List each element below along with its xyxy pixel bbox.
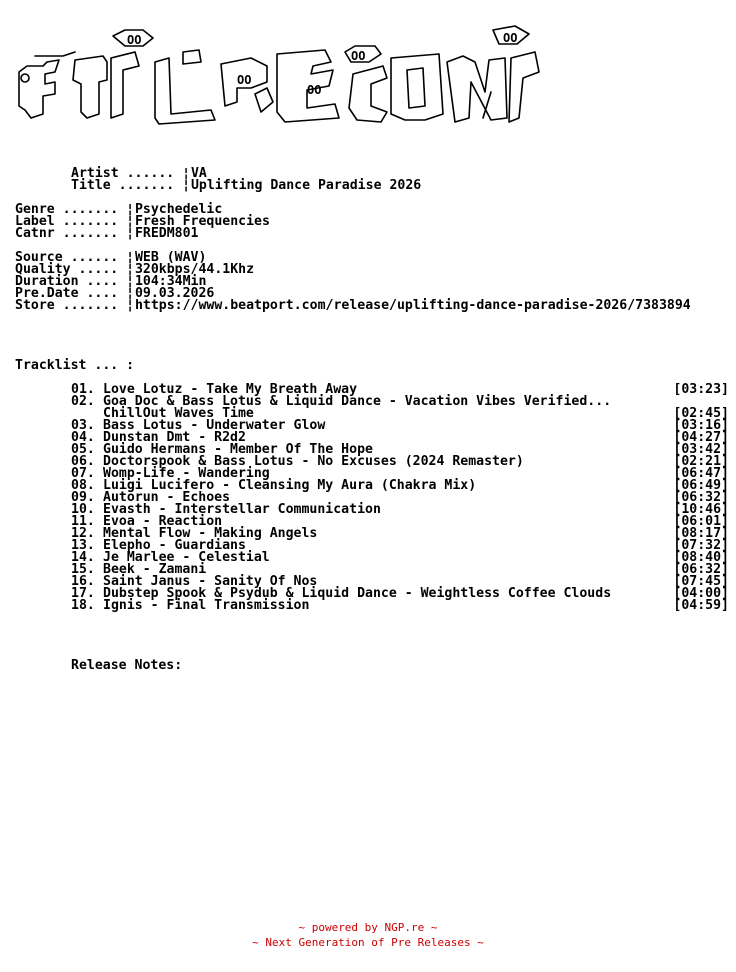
track-duration: [04:27] — [673, 430, 729, 445]
svg-text:OO: OO — [351, 49, 366, 63]
track-title: Luigi Lucifero - Cleansing My Aura (Chakra Mix) — [103, 478, 477, 493]
release-info — [15, 168, 691, 372]
track-title: Saint Janus - Sanity Of Nos — [103, 574, 318, 589]
release-notes — [15, 660, 182, 672]
track-number: 10. — [71, 502, 95, 517]
duration-value: 104:34Min — [134, 274, 207, 289]
artist-value: VA — [190, 166, 207, 181]
track-number: 04. — [71, 430, 95, 445]
catnr-label: Catnr ....... ¦ — [15, 226, 135, 241]
artist-label: Artist ...... ¦ — [71, 166, 191, 181]
track-number: 01. — [71, 382, 95, 397]
track-number: 18. — [71, 598, 95, 613]
track-duration: [02:45] — [673, 406, 729, 421]
track-row — [71, 396, 729, 420]
track-number: 02. — [71, 394, 95, 409]
source-value: WEB (WAV) — [134, 250, 207, 265]
track-number: 03. — [71, 418, 95, 433]
track-title: Goa Doc & Bass Lotus & Liquid Dance - Vacation Vibes Verified... — [103, 394, 612, 409]
store-label: Store ....... ¦ — [15, 298, 135, 313]
track-number: 12. — [71, 526, 95, 541]
track-title: Bass Lotus - Underwater Glow — [103, 418, 326, 433]
predate-label: Pre.Date .... ¦ — [15, 286, 135, 301]
track-duration: [08:17] — [673, 526, 729, 541]
track-duration: [06:49] — [673, 478, 729, 493]
track-title: Dubstep Spook & Psydub & Liquid Dance - Weightless Coffee Clouds — [103, 586, 612, 601]
track-title-continued: ChillOut Waves Time — [103, 406, 254, 421]
track-title: Womp-Life - Wandering — [103, 466, 270, 481]
tracklist — [71, 384, 729, 612]
track-duration: [07:45] — [673, 574, 729, 589]
track-number: 17. — [71, 586, 95, 601]
svg-text:OO: OO — [503, 31, 518, 45]
track-duration: [06:32] — [673, 490, 729, 505]
catnr-value: FREDM801 — [134, 226, 199, 241]
group-logo — [15, 22, 540, 128]
track-title: Evasth - Interstellar Communication — [103, 502, 381, 517]
svg-text:OO: OO — [237, 73, 252, 87]
track-duration: [03:16] — [673, 418, 729, 433]
track-title: Love Lotuz - Take My Breath Away — [103, 382, 358, 397]
track-title: Elepho - Guardians — [103, 538, 246, 553]
track-number: 05. — [71, 442, 95, 457]
footer-powered-by: ~ powered by NGP.re ~ — [298, 921, 438, 934]
quality-value: 320kbps/44.1Khz — [134, 262, 255, 277]
track-title: Beek - Zamani — [103, 562, 207, 577]
label-value: Fresh Frequencies — [134, 214, 270, 229]
duration-label: Duration .... ¦ — [15, 274, 135, 289]
track-duration: [04:00] — [673, 586, 729, 601]
track-number: 16. — [71, 574, 95, 589]
track-duration: [04:59] — [673, 598, 729, 613]
genre-value: Psychedelic — [134, 202, 223, 217]
genre-label: Genre ....... ¦ — [15, 202, 135, 217]
track-title: Doctorspook & Bass Lotus - No Excuses (2024 Remaster) — [103, 454, 524, 469]
track-duration: [08:40] — [673, 550, 729, 565]
footer-tagline: ~ Next Generation of Pre Releases ~ — [252, 936, 484, 949]
label-label: Label ....... ¦ — [15, 214, 135, 229]
track-duration: [06:32] — [673, 562, 729, 577]
track-number: 11. — [71, 514, 95, 529]
title-value: Uplifting Dance Paradise 2026 — [190, 178, 422, 193]
svg-text:OO: OO — [127, 33, 142, 47]
track-duration: [02:21] — [673, 454, 729, 469]
track-title: Ignis - Final Transmission — [103, 598, 310, 613]
track-title: Guido Hermans - Member Of The Hope — [103, 442, 373, 457]
track-duration: [07:32] — [673, 538, 729, 553]
track-duration: [10:46] — [673, 502, 729, 517]
title-row — [15, 180, 691, 192]
quality-label: Quality ..... ¦ — [15, 262, 135, 277]
track-title: Mental Flow - Making Angels — [103, 526, 318, 541]
track-number: 08. — [71, 478, 95, 493]
track-row — [71, 600, 729, 612]
track-title: Autorun - Echoes — [103, 490, 231, 505]
track-number: 15. — [71, 562, 95, 577]
track-duration: [03:42] — [673, 442, 729, 457]
track-duration: [06:47] — [673, 466, 729, 481]
track-duration: [03:23] — [673, 382, 729, 397]
track-number: 06. — [71, 454, 95, 469]
track-number: 14. — [71, 550, 95, 565]
track-title: Dunstan Dmt - R2d2 — [103, 430, 246, 445]
track-duration: [06:01] — [673, 514, 729, 529]
track-title: Je Marlee - Celestial — [103, 550, 270, 565]
catnr-row — [15, 228, 691, 240]
track-title: Evoa - Reaction — [103, 514, 223, 529]
predate-value: 09.03.2026 — [134, 286, 215, 301]
track-number: 13. — [71, 538, 95, 553]
release-notes-heading: Release Notes: — [71, 658, 183, 673]
store-link[interactable]: https://www.beatport.com/release/uplifting-dance-paradise-2026/7383894 — [134, 298, 691, 313]
track-number: 07. — [71, 466, 95, 481]
source-label: Source ...... ¦ — [15, 250, 135, 265]
store-row — [15, 300, 691, 312]
tracklist-heading: Tracklist ... : — [15, 358, 135, 373]
title-label: Title ....... ¦ — [71, 178, 191, 193]
svg-text:OO: OO — [307, 83, 322, 97]
track-number: 09. — [71, 490, 95, 505]
